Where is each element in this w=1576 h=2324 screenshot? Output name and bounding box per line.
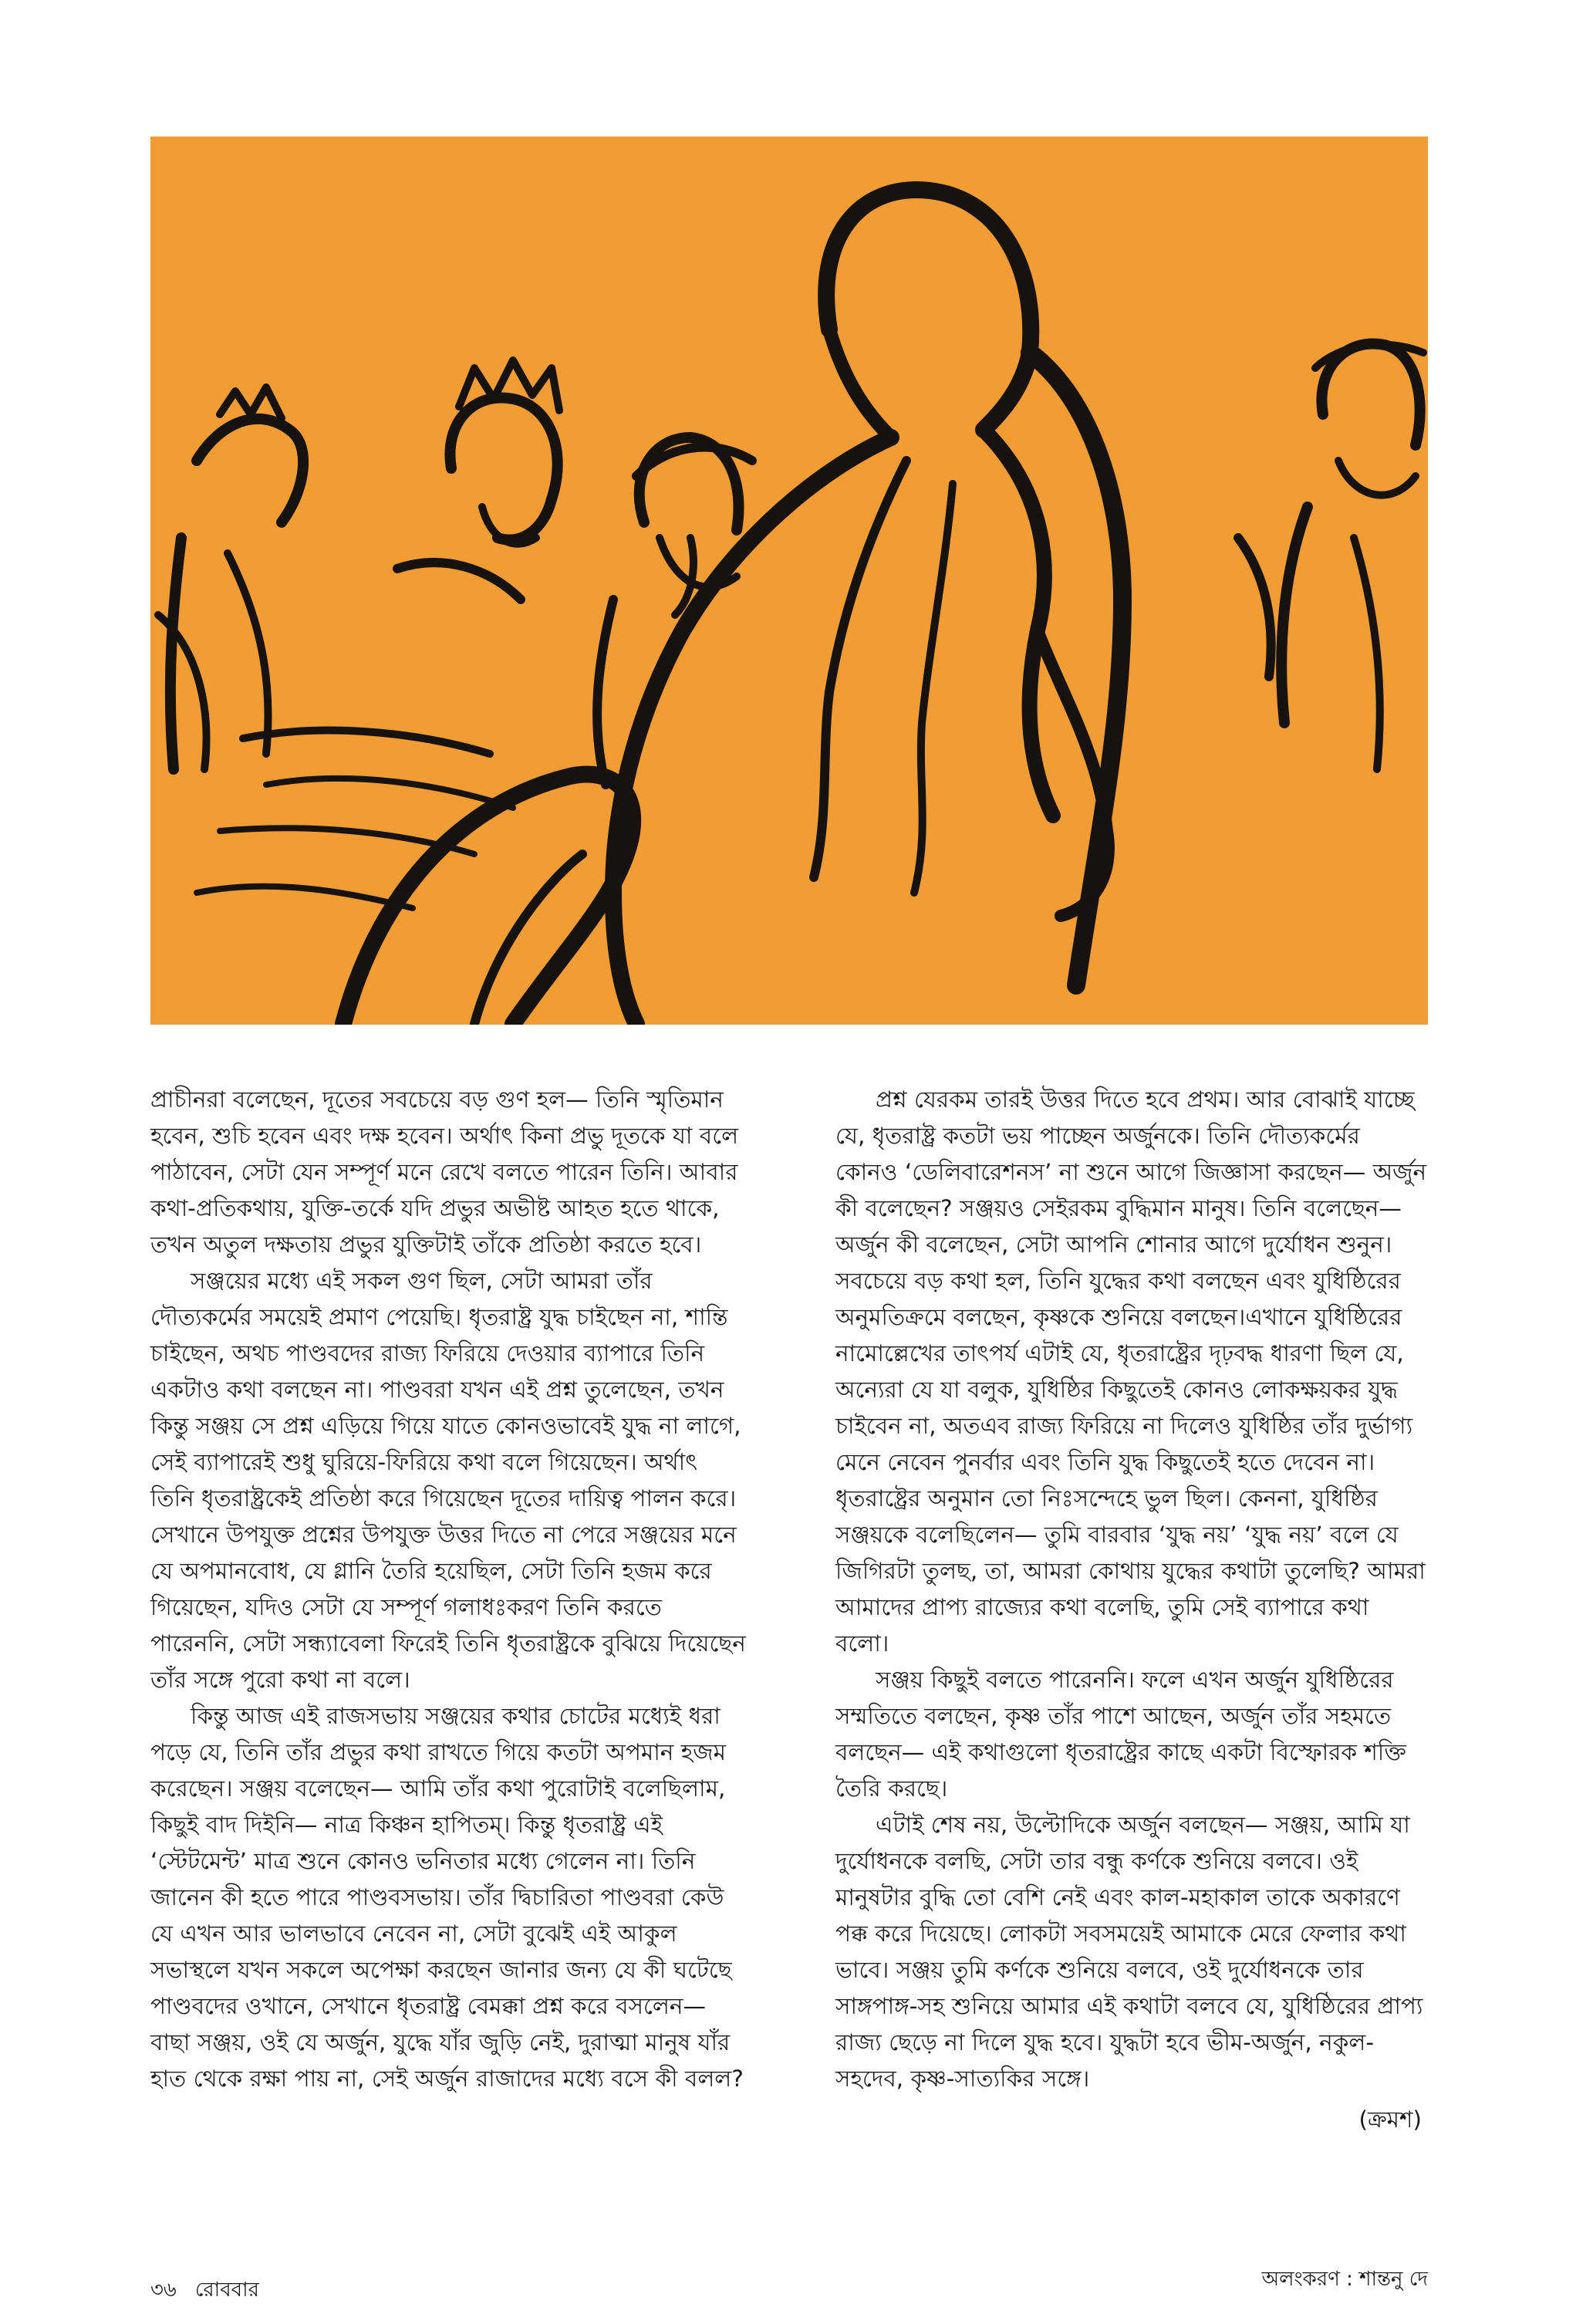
- paragraph: সঞ্জয়ের মধ্যে এই সকল গুণ ছিল, সেটা আমরা তাঁর দৌত্যকর্মের সময়েই প্রমাণ পেয়েছি। ধৃতরাষ্ট্র যুদ্ধ চাইছেন না, শান্তি চাইছেন, অথচ পাণ্ডবদের রাজ্য ফিরিয়ে দেওয়ার ব্যাপারে তিনি একটাও কথা বলছেন না। পাণ্ডবরা যখন এই প্রশ্ন তুলেছেন, তখন কিন্তু সঞ্জয় সে প্রশ্ন এড়িয়ে গিয়ে যাতে কোনওভাবেই যুদ্ধ না লাগে, সেই ব্যাপারেই শুধু ঘুরিয়ে-ফিরিয়ে কথা বলে গিয়েছেন। অর্থাৎ তিনি ধৃতরাষ্ট্রকেই প্রতিষ্ঠা করে গিয়েছেন দূতের দায়িত্ব পালন করে। সেখানে উপযুক্ত প্রশ্নের উপযুক্ত উত্তর দিতে না পেরে সঞ্জয়ের মনে যে অপমানবোধ, যে গ্লানি তৈরি হয়েছিল, সেটা তিনি হজম করে গিয়েছেন, যদিও সেটা যে সম্পূর্ণ গলাধঃকরণ তিনি করতে পারেননি, সেটা সন্ধ্যাবেলা ফিরেই তিনি ধৃতরাষ্ট্রকে বুঝিয়ে দিয়েছেন তাঁর সঙ্গে পুরো কথা না বলে।: [150, 1268, 746, 1693]
- page-footer: [150, 2275, 278, 2305]
- paragraph: কিন্তু আজ এই রাজসভায় সঞ্জয়ের কথার চোটের মধ্যেই ধরা পড়ে যে, তিনি তাঁর প্রভুর কথা রাখতে গিয়ে কতটা অপমান হজম করেছেন। সঞ্জয় বলেছেন— আমি তাঁর কথা পুরোটাই বলেছিলাম, কিছুই বাদ দিইনি— নাত্র কিঞ্চন হাপিতম্। কিন্তু ধৃতরাষ্ট্র এই ‘স্টেটমেন্ট’ মাত্র শুনে কোনও ভনিতার মধ্যে গেলেন না। তিনি জানেন কী হতে পারে পাণ্ডবসভায়। তাঁর দ্বিচারিতা পাণ্ডবরা কেউ যে এখন আর ভালভাবে নেবেন না, সেটা বুঝেই এই আকুল সভাস্থলে যখন সকলে অপেক্ষা করছেন জানার জন্য যে কী ঘটেছে পাণ্ডবদের ওখানে, সেখানে ধৃতরাষ্ট্র বেমক্কা প্রশ্ন করে বসলেন— বাছা সঞ্জয়, ওই যে অর্জুন, যুদ্ধে যাঁর জুড়ি নেই, দুরাত্মা মানুষ যাঁর হাত থেকে রক্ষা পায় না, সেই অর্জুন রাজাদের মধ্যে বসে কী বলল?: [150, 1703, 744, 2092]
- article-right-column: [835, 1082, 1428, 2138]
- paragraph: সঞ্জয় কিছুই বলতে পারেননি। ফলে এখন অর্জুন যুধিষ্ঠিরের সম্মতিতে বলছেন, কৃষ্ণ তাঁর পাশে আছেন, অর্জুন তাঁর সহমতে বলছেন— এই কথাগুলো ধৃতরাষ্ট্রের কাছে একটা বিস্ফোরক শক্তি তৈরি করছে।: [835, 1667, 1406, 1802]
- continued-marker: (ক্রমশ): [1358, 2106, 1422, 2133]
- paragraph: প্রশ্ন যেরকম তারই উত্তর দিতে হবে প্রথম। আর বোঝাই যাচ্ছে যে, ধৃতরাষ্ট্র কতটা ভয় পাচ্ছেন অর্জুনকে। তিনি দৌত্যকর্মের কোনও ‘ডেলিবারেশনস’ না শুনে আগে জিজ্ঞাসা করছেন— অর্জুন কী বলেছেন? সঞ্জয়ও সেইরকম বুদ্ধিমান মানুষ। তিনি বলেছেন— অর্জুন কী বলেছেন, সেটা আপনি শোনার আগে দুর্যোধন শুনুন। সবচেয়ে বড় কথা হল, তিনি যুদ্ধের কথা বলছেন এবং যুধিষ্ঠিরের অনুমতিক্রমে বলছেন, কৃষ্ণকে শুনিয়ে বলছেন।এখানে যুধিষ্ঠিরের নামোল্লেখের তাৎপর্য এটাই যে, ধৃতরাষ্ট্রের দৃঢ়বদ্ধ ধারণা ছিল যে, অন্যেরা যে যা বলুক, যুধিষ্ঠির কিছুতেই কোনও লোকক্ষয়কর যুদ্ধ চাইবেন না, অতএব রাজ্য ফিরিয়ে না দিলেও যুধিষ্ঠির তাঁর দুর্ভাগ্য মেনে নেবেন পুনর্বার এবং তিনি যুদ্ধ কিছুতেই হতে দেবেন না। ধৃতরাষ্ট্রের অনুমান তো নিঃসন্দেহে ভুল ছিল। কেননা, যুধিষ্ঠির সঞ্জয়কে বলেছিলেন— তুমি বারবার ‘যুদ্ধ নয়’ ‘যুদ্ধ নয়’ বলে যে জিগিরটা তুলছ, তা, আমরা কোথায় যুদ্ধের কথাটা তুলেছি? আমরা আমাদের প্রাপ্য রাজ্যের কথা বলেছি, তুমি সেই ব্যাপারে কথা বলো।: [835, 1086, 1427, 1657]
- page-number: ৩৬: [150, 2278, 177, 2302]
- paragraph: প্রাচীনরা বলেছেন, দূতের সবচেয়ে বড় গুণ হল— তিনি স্মৃতিমান হবেন, শুচি হবেন এবং দক্ষ হবেন। অর্থাৎ কিনা প্রভু দূতকে যা বলে পাঠাবেন, সেটা যেন সম্পূর্ণ মনে রেখে বলতে পারেন তিনি। আবার কথা-প্রতিকথায়, যুক্তি-তর্কে যদি প্রভুর অভীষ্ট আহত হতে থাকে, তখন অতুল দক্ষতায় প্রভুর যুক্তিটাই তাঁকে প্রতিষ্ঠা করতে হবে।: [150, 1086, 739, 1258]
- magazine-name: রোববার: [194, 2278, 259, 2302]
- illustration-court-scene: [150, 137, 1428, 1025]
- paragraph: এটাই শেষ নয়, উল্টোদিকে অর্জুন বলছেন— সঞ্জয়, আমি যা দুর্যোধনকে বলছি, সেটা তার বন্ধু কর্ণকে শুনিয়ে বলবে। ওই মানুষটার বুদ্ধি তো বেশি নেই এবং কাল-মহাকাল তাকে অকারণে পক্ক করে দিয়েছে। লোকটা সবসময়েই আমাকে মেরে ফেলার কথা ভাবে। সঞ্জয় তুমি কর্ণকে শুনিয়ে বলবে, ওই দুর্যোধনকে তার সাঙ্গপাঙ্গ-সহ শুনিয়ে আমার এই কথাটা বলবে যে, যুধিষ্ঠিরের প্রাপ্য রাজ্য ছেড়ে না দিলে যুদ্ধ হবে। যুদ্ধটা হবে ভীম-অর্জুন, নকুল-সহদেব, কৃষ্ণ-সাত্যকির সঙ্গে।: [835, 1812, 1423, 2092]
- article-left-column: [150, 1082, 748, 2097]
- illustration: [150, 137, 1428, 1025]
- illustration-credit: অলংকরণ : শান্তনু দে: [1261, 2268, 1428, 2291]
